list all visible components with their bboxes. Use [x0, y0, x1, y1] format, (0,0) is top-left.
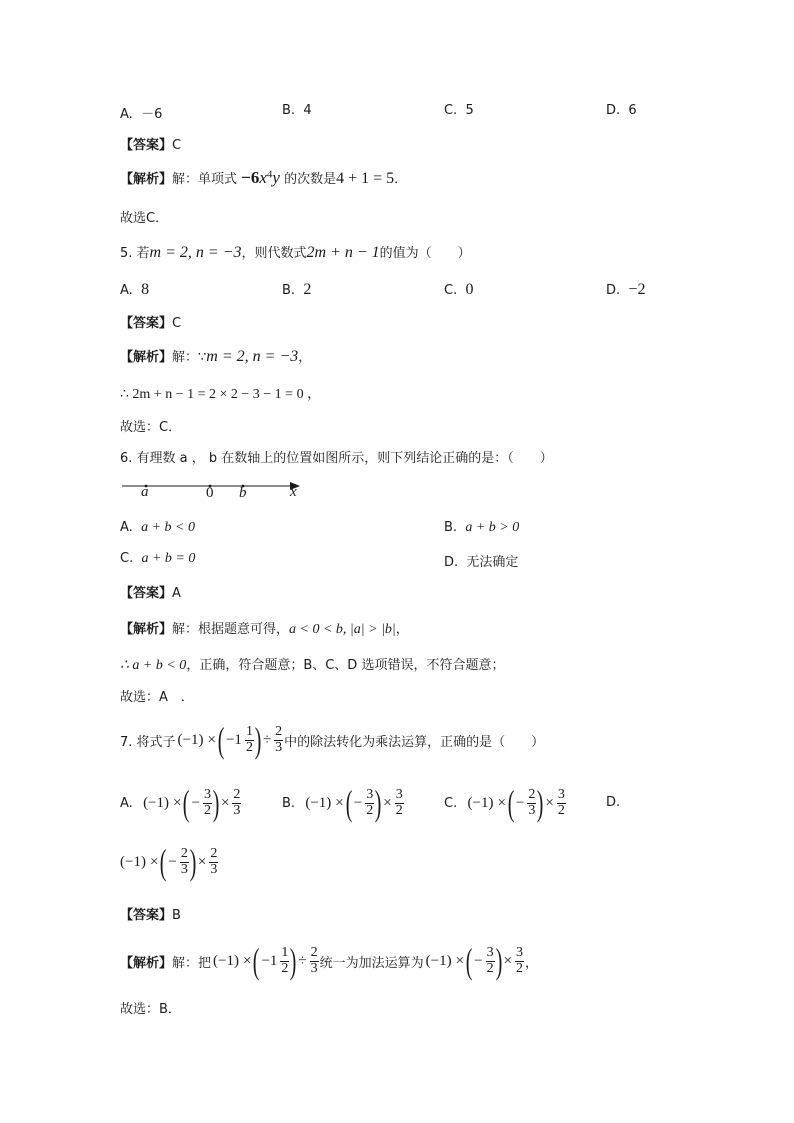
fraction: $\frac{3}{2}$	[516, 944, 524, 976]
analysis-tag: 【解析】	[120, 172, 173, 187]
answer-tag: 【答案】	[120, 908, 173, 923]
fraction: $\frac{1}{2}$	[245, 723, 253, 755]
q6-answer	[120, 582, 181, 601]
q5-conclusion: 故选：C．	[120, 420, 182, 435]
q5-step: ∴ 2m + n − 1 = 2 × 2 − 3 − 1 = 0 ，	[120, 387, 322, 402]
q7-option-c: C. (−1) × ( − $\frac{2}{3}$ ) × $\frac{3}{2}$	[444, 783, 565, 823]
fraction: $\frac{2}{3}$	[180, 845, 188, 877]
q7-option-d: (−1) × ( − $\frac{2}{3}$ ) × $\frac{2}{3}$	[120, 842, 218, 882]
q7-answer	[120, 904, 181, 923]
fraction: $\frac{2}{3}$	[275, 723, 283, 755]
q6-option-a: A. a + b < 0	[120, 520, 195, 535]
fraction: $\frac{3}{2}$	[486, 944, 494, 976]
answer-tag: 【答案】	[120, 586, 173, 601]
fraction: $\frac{3}{2}$	[203, 786, 211, 818]
q7-analysis: 【解析】 解：把 (−1) × ( −1 $\frac{1}{2}$ ) ÷ $\frac{2}{3}$ 统一为加法运算为 (−1) × ( − $\frac{3}{2}$ ) × $\frac{3}{2}$ ，	[120, 941, 539, 981]
axis-label-b: b	[239, 485, 247, 501]
q6-conclusion: 故选：A ．	[120, 690, 194, 705]
analysis-tag: 【解析】	[120, 622, 173, 637]
fraction: $\frac{2}{3}$	[310, 944, 318, 976]
axis-label-a: a	[141, 484, 149, 500]
q6-stem: 6. 有理数 a ， b 在数轴上的位置如图所示，则下列结论正确的是：（ ）	[120, 451, 553, 466]
q4-answer	[120, 134, 181, 153]
answer-tag: 【答案】	[120, 316, 173, 331]
q4-option-b: B. 4	[282, 103, 312, 118]
axis-label-zero: 0	[206, 485, 214, 501]
q6-option-c: C. a + b = 0	[120, 551, 196, 566]
answer-value: C	[172, 138, 182, 153]
q7-option-a: A. (−1) × ( − $\frac{3}{2}$ ) × $\frac{2}{3}$	[120, 783, 241, 823]
analysis-tag: 【解析】	[120, 350, 173, 365]
answer-value: B	[172, 908, 181, 923]
q7-option-b: B. (−1) × ( − $\frac{3}{2}$ ) × $\frac{3}{2}$	[282, 783, 403, 823]
answer-value: C	[172, 316, 182, 331]
q4-option-c: C. 5	[444, 103, 474, 118]
q5-answer	[120, 312, 181, 331]
q6-analysis: 【解析】解：根据题意可得，a < 0 < b, |a| > |b|，	[120, 622, 409, 637]
q7-stem: 7. 将式子 (−1) × ( −1 $\frac{1}{2}$ ) ÷ $\frac{2}{3}$ 中的除法转化为乘法运算，正确的是（ ）	[120, 720, 545, 760]
q5-option-b: B. 2	[282, 281, 312, 298]
q5-option-c: C. 0	[444, 281, 474, 298]
q7-option-d-letter: D.	[606, 795, 621, 810]
q7-conclusion: 故选：B．	[120, 1002, 181, 1017]
answer-value: A	[172, 586, 181, 601]
q5-option-d: D. −2	[606, 281, 646, 298]
q4-conclusion: 故选C．	[120, 211, 169, 226]
q5-stem: 5. 若m = 2, n = −3，则代数式2m + n − 1的值为（ ）	[120, 244, 471, 261]
fraction: $\frac{1}{2}$	[281, 944, 289, 976]
q6-step: ∴ a + b < 0，正确，符合题意；B、C、D 选项错误，不符合题意；	[120, 658, 505, 673]
analysis-tag: 【解析】	[120, 955, 173, 971]
q4-option-d: D. 6	[606, 103, 637, 118]
q4-analysis: 【解析】解：单项式 $-6x^4y$ 的次数是4 + 1 = 5．	[120, 168, 408, 187]
q5-option-a: A. 8	[120, 281, 150, 298]
fraction: $\frac{3}{2}$	[557, 786, 565, 818]
fraction: $\frac{2}{3}$	[528, 786, 536, 818]
fraction: $\frac{3}{2}$	[395, 786, 403, 818]
answer-tag: 【答案】	[120, 138, 173, 153]
q4-option-a: A. －6	[120, 107, 163, 122]
fraction: $\frac{3}{2}$	[366, 786, 374, 818]
q5-analysis: 【解析】解：∵m = 2, n = −3，	[120, 348, 312, 365]
axis-label-x: x	[290, 484, 297, 500]
q6-option-b: B. a + b > 0	[444, 520, 520, 535]
fraction: $\frac{2}{3}$	[233, 786, 241, 818]
fraction: $\frac{2}{3}$	[210, 845, 218, 877]
q6-option-d: D. 无法确定	[444, 555, 519, 570]
